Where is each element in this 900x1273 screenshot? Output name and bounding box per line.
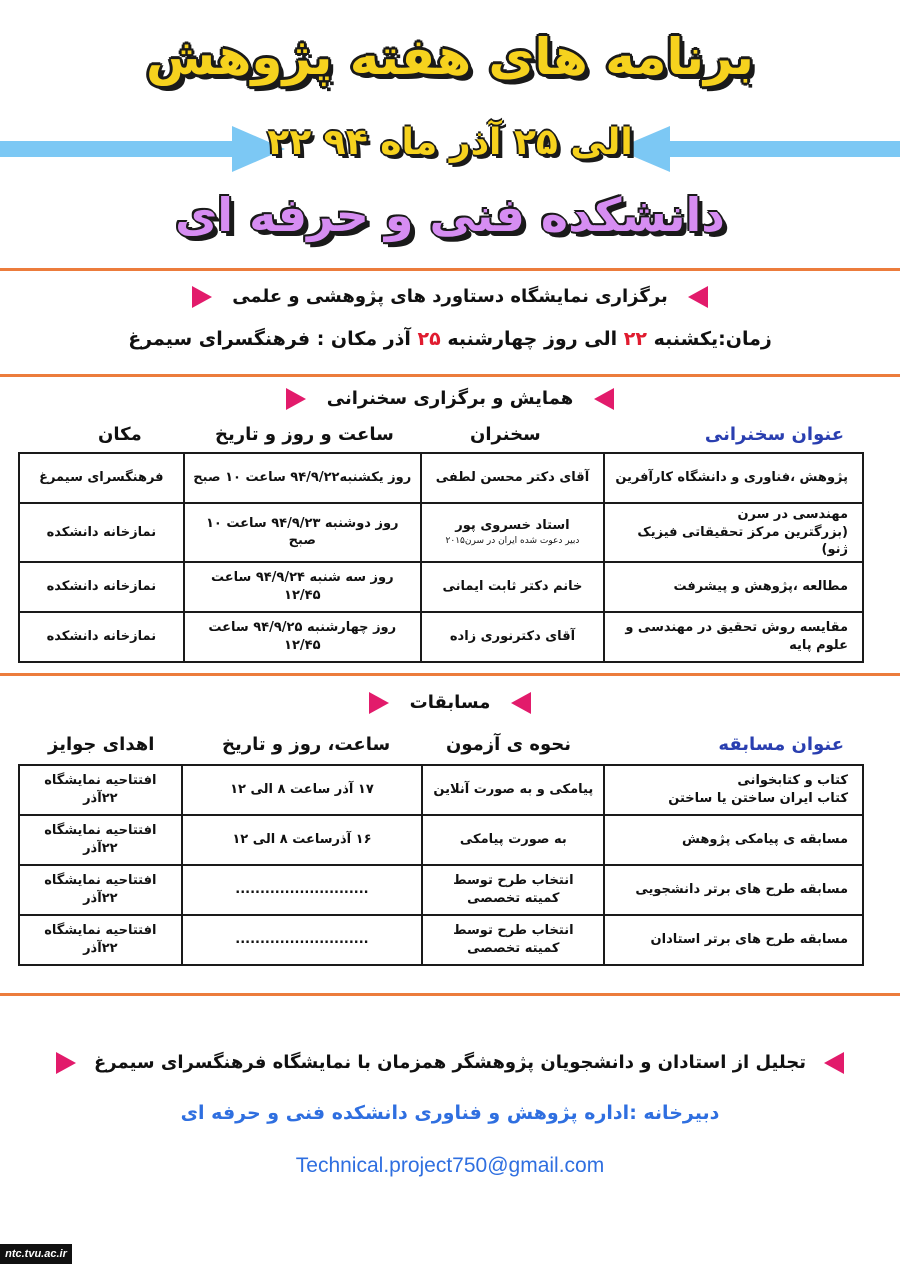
triangle-icon (369, 692, 389, 714)
lecture-speaker: آقای دکترنوری زاده (421, 612, 604, 662)
divider (0, 993, 900, 996)
table-row (19, 765, 863, 815)
exhibition-title: برگزاری نمایشگاه دستاورد های پژوهشی و علمی (232, 286, 668, 307)
competitions-title-row (0, 692, 900, 714)
contact-email-link[interactable]: Technical.project750@gmail.com (295, 1154, 605, 1177)
competition-method: انتخاب طرح توسط کمیته تخصصی (422, 915, 604, 965)
table-row (19, 562, 863, 612)
competition-title: مسابقه طرح های برتر دانشجویی (604, 865, 863, 915)
lecture-datetime: روز دوشنبه ۹۴/۹/۲۳ ساعت ۱۰ صبح (184, 503, 421, 562)
competition-prize: افتتاحیه نمایشگاه ۲۲آذر (19, 815, 182, 865)
divider (0, 673, 900, 676)
lecture-place: نمازخانه دانشکده (19, 562, 184, 612)
competition-prize: افتتاحیه نمایشگاه ۲۲آذر (19, 915, 182, 965)
table-row (19, 915, 863, 965)
lecture-speaker: آقای دکتر محسن لطفی (421, 453, 604, 503)
time-suffix: آذر مکان : فرهنگسرای سیمرغ (128, 328, 418, 350)
competitions-header-datetime: ساعت، روز و تاریخ (222, 734, 391, 755)
triangle-icon (688, 286, 708, 308)
competition-datetime: ........................... (182, 865, 423, 915)
speaker-note: دبیر دعوت شده ایران در سرن۲۰۱۵ (445, 536, 580, 547)
divider (0, 374, 900, 377)
lectures-title: همایش و برگزاری سخنرانی (326, 388, 574, 409)
triangle-icon (286, 388, 306, 410)
lecture-title: مهندسی در سرن (بزرگترین مرکز تحقیقاتی فیزیک ژنو) (604, 503, 863, 562)
table-row (19, 503, 863, 562)
divider (0, 268, 900, 271)
lectures-table (18, 452, 864, 663)
competition-datetime: ........................... (182, 915, 423, 965)
college-name: دانشکده فنی و حرفه ای (175, 188, 725, 242)
competition-method: به صورت پیامکی (422, 815, 604, 865)
lecture-title: مطالعه ،پژوهش و پیشرفت (604, 562, 863, 612)
day-end: ۲۵ (417, 328, 441, 350)
table-row (19, 815, 863, 865)
lecture-speaker: استاد خسروی پور دبیر دعوت شده ایران در سرن۲۰۱۵ (421, 503, 604, 562)
triangle-icon (192, 286, 212, 308)
competitions-title: مسابقات (409, 692, 491, 713)
lectures-header-speaker: سخنران (470, 424, 541, 445)
lecture-place: فرهنگسرای سیمرغ (19, 453, 184, 503)
competition-method: پیامکی و به صورت آنلاین (422, 765, 604, 815)
triangle-icon (824, 1052, 844, 1074)
poster-title: برنامه های هفته پژوهش (146, 28, 754, 86)
competitions-header-prizes: اهدای جوایز (48, 734, 155, 755)
honor-row (0, 1052, 900, 1074)
lectures-header-title: عنوان سخنرانی (704, 424, 844, 445)
day-start: ۲۲ (623, 328, 647, 350)
site-watermark: ntc.tvu.ac.ir (0, 1244, 72, 1264)
competition-title: مسابقه طرح های برتر استادان (604, 915, 863, 965)
competition-prize: افتتاحیه نمایشگاه ۲۲آذر (19, 865, 182, 915)
lectures-header-datetime: ساعت و روز و تاریخ (215, 424, 394, 445)
lecture-place: نمازخانه دانشکده (19, 612, 184, 662)
triangle-icon (56, 1052, 76, 1074)
lecture-title: پژوهش ،فناوری و دانشگاه کارآفرین (604, 453, 863, 503)
honor-text: تجلیل از استادان و دانشجویان پژوهشگر همزمان با نمایشگاه فرهنگسرای سیمرغ (94, 1052, 806, 1073)
competition-prize: افتتاحیه نمایشگاه ۲۲آذر (19, 765, 182, 815)
time-mid: الی روز چهارشنبه (440, 328, 624, 350)
event-dates: ۲۲ الی ۲۵ آذر ماه ۹۴ (267, 122, 633, 163)
table-row (19, 453, 863, 503)
lectures-title-row (0, 388, 900, 410)
exhibition-title-row (0, 286, 900, 308)
triangle-icon (511, 692, 531, 714)
competition-title: مسابقه ی پیامکی پژوهش (604, 815, 863, 865)
competition-title: کتاب و کتابخوانی کتاب ایران ساختن یا ساختن (604, 765, 863, 815)
lectures-header-place: مکان (98, 424, 142, 445)
triangle-icon (594, 388, 614, 410)
table-row (19, 865, 863, 915)
competitions-table (18, 764, 864, 966)
competition-method: انتخاب طرح توسط کمیته تخصصی (422, 865, 604, 915)
exhibition-time-place (0, 328, 900, 350)
lecture-datetime: روز یکشنبه۹۴/۹/۲۲ ساعت ۱۰ صبح (184, 453, 421, 503)
competition-datetime: ۱۷ آذر ساعت ۸ الی ۱۲ (182, 765, 423, 815)
lecture-datetime: روز چهارشنبه ۹۴/۹/۲۵ ساعت ۱۲/۴۵ (184, 612, 421, 662)
competitions-header-method: نحوه ی آزمون (446, 734, 571, 755)
lecture-title: مقایسه روش تحقیق در مهندسی و علوم پایه (604, 612, 863, 662)
secretariat: دبیرخانه :اداره پژوهش و فناوری دانشکده فنی و حرفه ای (180, 1102, 720, 1124)
table-row (19, 612, 863, 662)
competitions-header-title: عنوان مسابقه (718, 734, 844, 755)
lecture-speaker: خانم دکتر ثابت ایمانی (421, 562, 604, 612)
lecture-datetime: روز سه شنبه ۹۴/۹/۲۴ ساعت ۱۲/۴۵ (184, 562, 421, 612)
lecture-place: نمازخانه دانشکده (19, 503, 184, 562)
competition-datetime: ۱۶ آذرساعت ۸ الی ۱۲ (182, 815, 423, 865)
time-prefix: زمان:یکشنبه (646, 328, 772, 350)
